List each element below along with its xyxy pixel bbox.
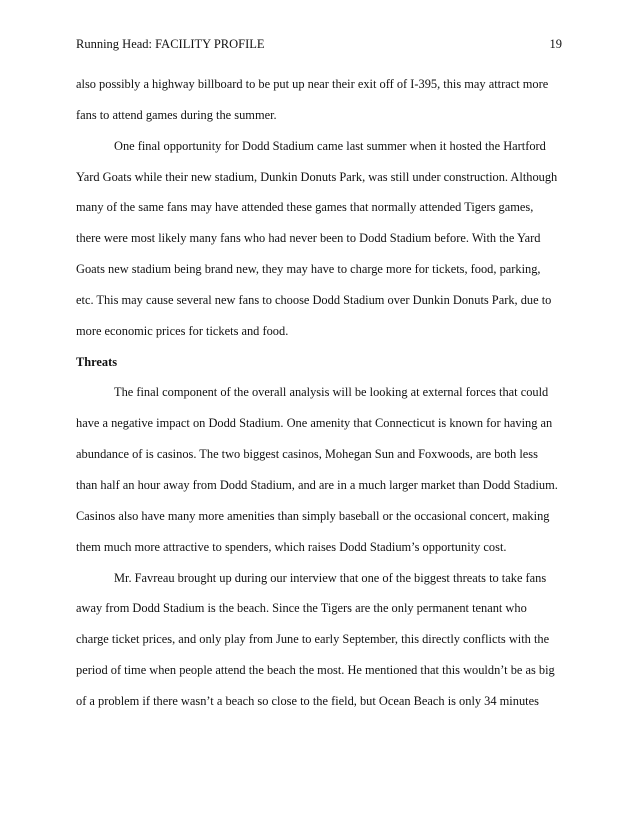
text-line: period of time when people attend the beach the most. He mentioned that this wouldn’t be as big <box>76 663 555 678</box>
document-body <box>76 69 564 717</box>
text-line: fans to attend games during the summer. <box>76 107 277 122</box>
paragraph-continued <box>76 69 564 131</box>
text-line: away from Dodd Stadium is the beach. Since the Tigers are the only permanent tenant who <box>76 601 527 616</box>
text-line: Mr. Favreau brought up during our interview that one of the biggest threats to take fans <box>114 570 547 585</box>
running-head: Running Head: FACILITY PROFILE <box>76 37 265 51</box>
text-line: etc. This may cause several new fans to choose Dodd Stadium over Dunkin Donuts Park, due to <box>76 292 552 307</box>
text-line: One final opportunity for Dodd Stadium came last summer when it hosted the Hartford <box>114 138 546 153</box>
text-line: many of the same fans may have attended these games that normally attended Tigers games, <box>76 200 534 215</box>
text-line: than half an hour away from Dodd Stadium, and are in a much larger market than Dodd Stadium. <box>76 477 558 492</box>
page-header <box>76 36 562 52</box>
text-line: Goats new stadium being brand new, they may have to charge more for tickets, food, parking, <box>76 262 541 277</box>
text-line: of a problem if there wasn’t a beach so close to the field, but Ocean Beach is only 34 minutes <box>76 693 539 708</box>
section-heading-threats: Threats <box>76 354 118 369</box>
paragraph-opportunity <box>76 131 564 347</box>
text-line: Casinos also have many more amenities than simply baseball or the occasional concert, making <box>76 508 550 523</box>
text-line: have a negative impact on Dodd Stadium. One amenity that Connecticut is known for having an <box>76 416 553 431</box>
text-line: charge ticket prices, and only play from June to early September, this directly conflicts with the <box>76 632 550 647</box>
text-line: abundance of is casinos. The two biggest casinos, Mohegan Sun and Foxwoods, are both less <box>76 447 538 462</box>
text-line: Yard Goats while their new stadium, Dunkin Donuts Park, was still under construction. Although <box>76 169 558 184</box>
page-number: 19 <box>549 37 562 51</box>
text-line: also possibly a highway billboard to be put up near their exit off of I-395, this may attract more <box>76 77 549 91</box>
paragraph-threats-beach <box>76 563 564 717</box>
paragraph-threats-casinos <box>76 377 564 562</box>
text-line: them much more attractive to spenders, which raises Dodd Stadium’s opportunity cost. <box>76 539 507 554</box>
text-line: there were most likely many fans who had never been to Dodd Stadium before. With the Yard <box>76 231 541 246</box>
text-line: The final component of the overall analysis will be looking at external forces that could <box>114 385 549 400</box>
text-line: more economic prices for tickets and food. <box>76 323 289 338</box>
